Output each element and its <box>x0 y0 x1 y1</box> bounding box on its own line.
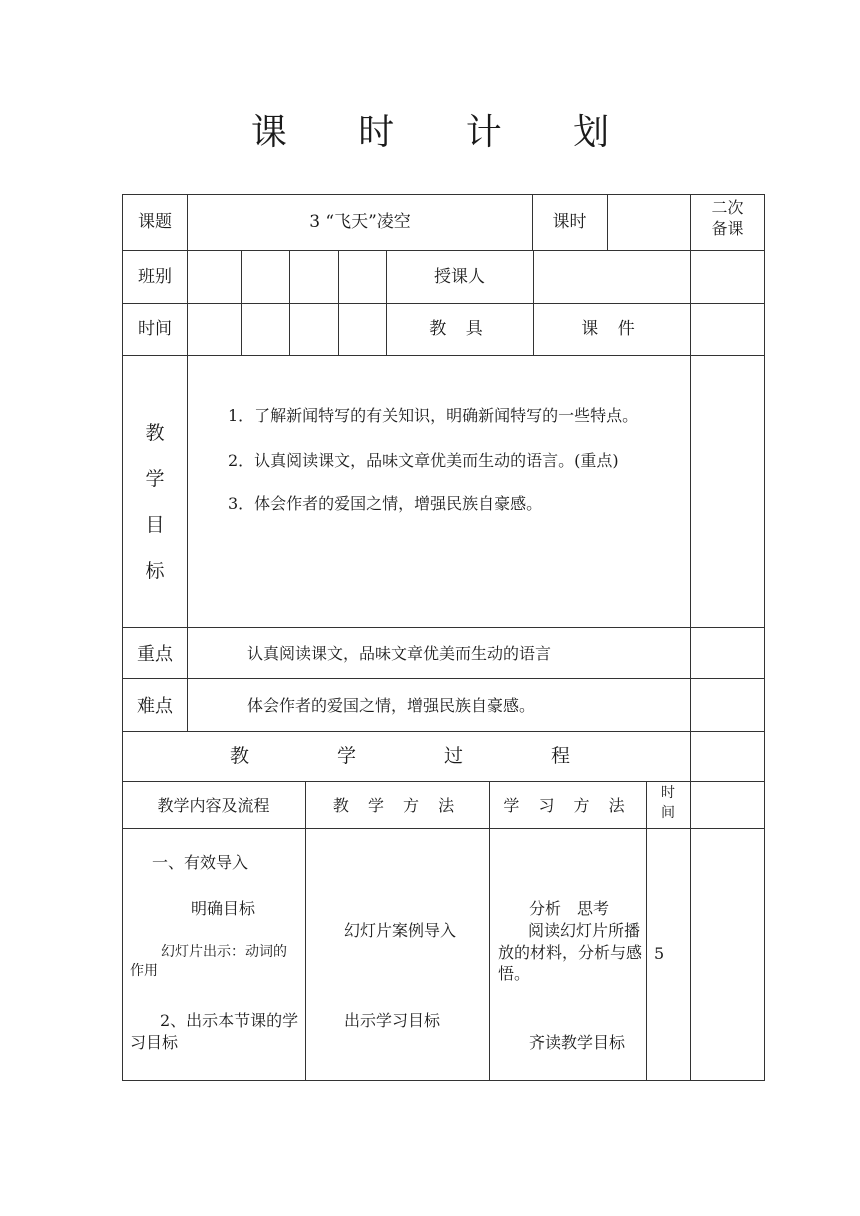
learning-method-3: 齐读教学目标 <box>529 1033 626 1052</box>
difficulty-label: 难点 <box>137 696 173 717</box>
key-point-value: 认真阅读课文，品味文章优美而生动的语言 <box>247 644 552 663</box>
column-header-learning-method: 学 习 方 法 <box>503 796 632 815</box>
aids-label: 教 具 <box>429 319 490 339</box>
topic-value: 3 “飞天”凌空 <box>309 212 411 232</box>
process-title: 教学过程 <box>230 745 659 767</box>
teaching-method-1: 幻灯片案例导入 <box>344 921 457 940</box>
column-header-time: 时 间 <box>661 785 675 821</box>
objective-item: 2．认真阅读课文，品味文章优美而生动的语言。(重点) <box>228 451 619 470</box>
courseware-label: 课 件 <box>581 319 642 339</box>
learning-method-1: 分析 思考 <box>529 899 610 918</box>
teaching-method-2: 出示学习目标 <box>344 1011 441 1030</box>
key-point-label: 重点 <box>137 644 173 665</box>
content-step-2: 明确目标 <box>191 899 256 918</box>
topic-label: 课题 <box>138 212 172 232</box>
second-prep-label: 二次 备课 <box>711 198 744 238</box>
teacher-label: 授课人 <box>434 267 485 287</box>
objective-item: 3．体会作者的爱国之情，增强民族自豪感。 <box>228 494 543 513</box>
content-step-4: 2、出示本节课的学习目标 <box>130 1011 299 1052</box>
column-header-content: 教学内容及流程 <box>157 796 270 815</box>
class-label: 班别 <box>138 267 172 287</box>
column-header-teaching-method: 教 学 方 法 <box>332 796 462 815</box>
difficulty-value: 体会作者的爱国之情，增强民族自豪感。 <box>247 696 536 715</box>
content-step-3: 幻灯片出示：动词的作用 <box>130 944 287 979</box>
page-title: 课 时 计 划 <box>250 112 640 153</box>
time-value: 5 <box>654 944 665 963</box>
objective-item: 1．了解新闻特写的有关知识，明确新闻特写的一些特点。 <box>228 406 639 425</box>
hours-label: 课时 <box>552 212 587 232</box>
content-step-1: 一、有效导入 <box>152 853 249 872</box>
objectives-label: 教 学 目 标 <box>145 422 165 582</box>
learning-method-2: 阅读幻灯片所播放的材料，分析与感悟。 <box>498 921 643 984</box>
time-label: 时间 <box>138 319 172 339</box>
